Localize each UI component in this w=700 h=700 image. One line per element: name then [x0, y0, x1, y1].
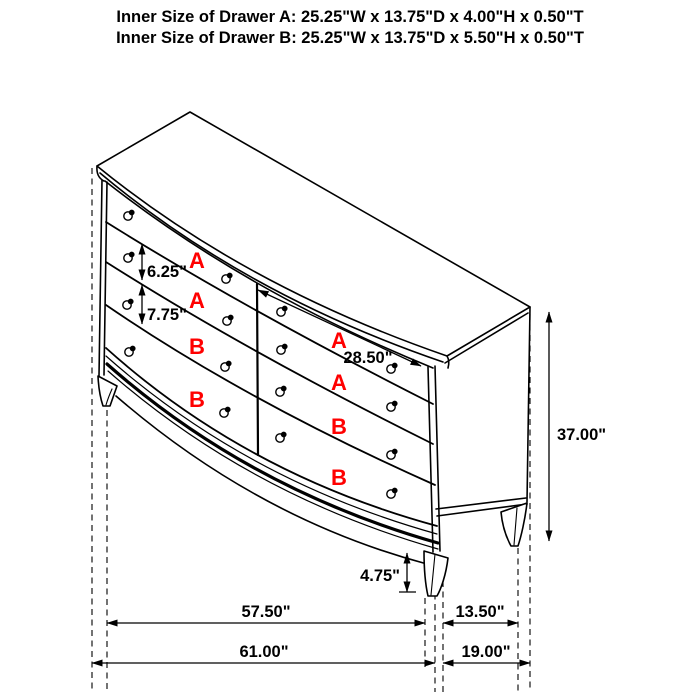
- drawer-a-size-line: Inner Size of Drawer A: 25.25"W x 13.75"D x 4.00"H x 0.50"T: [116, 8, 584, 26]
- knob-icon: [221, 361, 231, 371]
- drawer-label-right-3: B: [331, 414, 347, 439]
- dimension-label-side-base-depth: 13.50": [455, 603, 505, 621]
- knob-icon: [123, 299, 133, 309]
- knob-icon: [276, 432, 286, 442]
- front-left-stile: [99, 180, 107, 376]
- center-divider: [257, 284, 258, 455]
- knob-icon: [387, 449, 397, 459]
- front-apron-curve: [116, 396, 427, 564]
- knob-icon: [222, 273, 232, 283]
- drawer-label-right-1: A: [331, 328, 347, 353]
- knob-icon: [387, 488, 397, 498]
- bottom-rail-line: [106, 356, 437, 534]
- dimension-label-drawer-b-height: 7.75": [147, 306, 187, 324]
- dimension-leg-height: [399, 553, 416, 592]
- knob-icon: [223, 315, 233, 325]
- knob-icon: [220, 407, 230, 417]
- knob-icon: [125, 346, 135, 356]
- knob-icon: [276, 386, 286, 396]
- knob-icon: [277, 344, 287, 354]
- dimension-label-right-drawer-width: 28.50": [343, 349, 393, 367]
- dimension-label-front-base-width: 57.50": [241, 603, 291, 621]
- dimension-label-overall-depth: 19.00": [461, 643, 511, 661]
- knob-icon: [124, 210, 134, 220]
- drawer-label-right-4: B: [331, 465, 347, 490]
- drawer-label-left-4: B: [189, 387, 205, 412]
- front-right-leg: [424, 551, 448, 596]
- drawer-label-left-2: A: [189, 288, 205, 313]
- drawer-label-right-2: A: [331, 370, 347, 395]
- drawer-b-size-line: Inner Size of Drawer B: 25.25"W x 13.75"D x 5.50"H x 0.50"T: [116, 29, 584, 47]
- knob-icon: [387, 401, 397, 411]
- dimension-label-leg-height: 4.75": [360, 567, 400, 585]
- dimension-label-drawer-a-height: 6.25": [147, 263, 187, 281]
- dimension-label-overall-height: 37.00": [557, 426, 607, 444]
- drawer-boundary-4: [106, 348, 437, 526]
- drawer-label-left-3: B: [189, 334, 205, 359]
- knob-icon: [277, 306, 287, 316]
- knob-icon: [124, 252, 134, 262]
- dimension-label-overall-width: 61.00": [239, 643, 289, 661]
- drawer-label-left-1: A: [189, 248, 205, 273]
